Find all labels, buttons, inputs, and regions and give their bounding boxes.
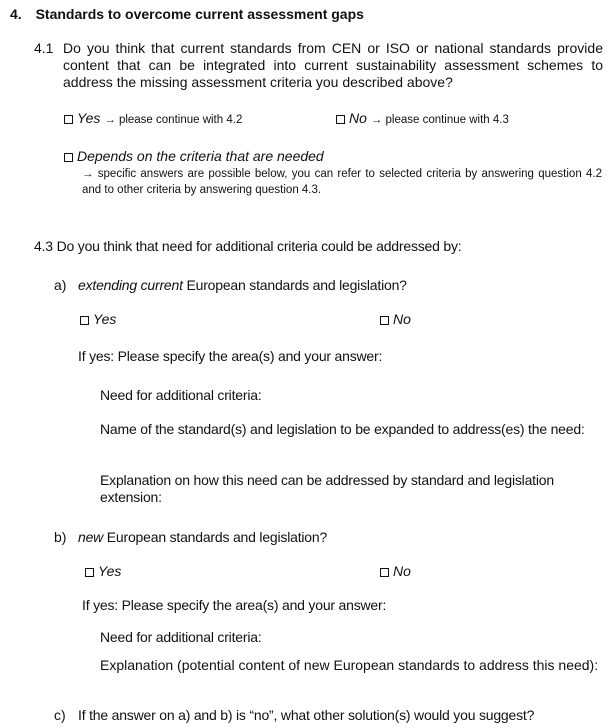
checkbox[interactable] [85, 568, 94, 577]
q43a-text-italic: extending current [78, 277, 183, 293]
option-label: Yes [77, 110, 101, 126]
q43b-option-yes[interactable] [85, 563, 121, 580]
q43a-need: Need for additional criteria: [100, 387, 262, 403]
q43b-if-yes: If yes: Please specify the area(s) and your answer: [82, 597, 387, 613]
checkbox[interactable] [64, 153, 73, 162]
q43-heading [34, 238, 461, 255]
q43b-option-no[interactable] [380, 563, 411, 580]
q43a-option-yes[interactable] [80, 311, 116, 328]
q43b-text-italic: new [78, 529, 104, 545]
q41-text: Do you think that current standards from CEN or ISO or national standards provide content that can be integrated into current sustainability assessment schemes to address the missing assessment criteria you described above? [63, 40, 603, 90]
q43b-text [78, 529, 327, 546]
option-label: Depends on the criteria that are needed [77, 148, 324, 164]
q43a-if-yes: If yes: Please specify the area(s) and your answer: [78, 348, 383, 364]
checkbox[interactable] [336, 115, 345, 124]
checkbox[interactable] [380, 568, 389, 577]
q43-number: 4.3 [34, 238, 53, 254]
q43a-explanation: Explanation on how this need can be addressed by standard and legislation extension: [100, 472, 554, 505]
q43b-explanation: Explanation (potential content of new European standards to address this need): [100, 657, 599, 673]
option-note: → please continue with 4.2 [104, 114, 243, 126]
section-title: Standards to overcome current assessment gaps [35, 6, 364, 22]
option-label: No [393, 311, 411, 327]
checkbox[interactable] [80, 316, 89, 325]
q43c-label: c) [54, 707, 66, 723]
q43a-option-no[interactable] [380, 311, 411, 328]
section-number: 4. [10, 6, 22, 22]
q43b-need: Need for additional criteria: [100, 629, 262, 645]
q43b-text-rest: European standards and legislation? [103, 529, 328, 545]
section-heading [10, 6, 364, 23]
checkbox[interactable] [380, 316, 389, 325]
option-label: No [393, 563, 411, 579]
q43-text: Do you think that need for additional criteria could be addressed by: [56, 238, 462, 254]
q43b-label: b) [54, 529, 67, 545]
option-note: → please continue with 4.3 [370, 114, 509, 126]
q43a-text [78, 277, 407, 294]
option-label: Yes [98, 563, 122, 579]
option-label: No [349, 110, 367, 126]
q41-option-yes[interactable] [64, 110, 242, 129]
checkbox[interactable] [64, 115, 73, 124]
q41-depends-note: → specific answers are possible below, you can refer to selected criteria by answering question 4.2 and to other criteria by answering question 4.3. [82, 168, 602, 196]
q43c-text: If the answer on a) and b) is “no”, what other solution(s) would you suggest? [78, 707, 535, 723]
q41-option-no[interactable] [336, 110, 509, 129]
q43a-name-standard: Name of the standard(s) and legislation to be expanded to address(es) the need: [100, 421, 585, 437]
q43a-label: a) [54, 277, 67, 293]
q43a-text-rest: European standards and legislation? [182, 277, 407, 293]
q41-number: 4.1 [34, 40, 54, 56]
option-label: Yes [93, 311, 117, 327]
q41-option-depends[interactable] [64, 148, 324, 165]
